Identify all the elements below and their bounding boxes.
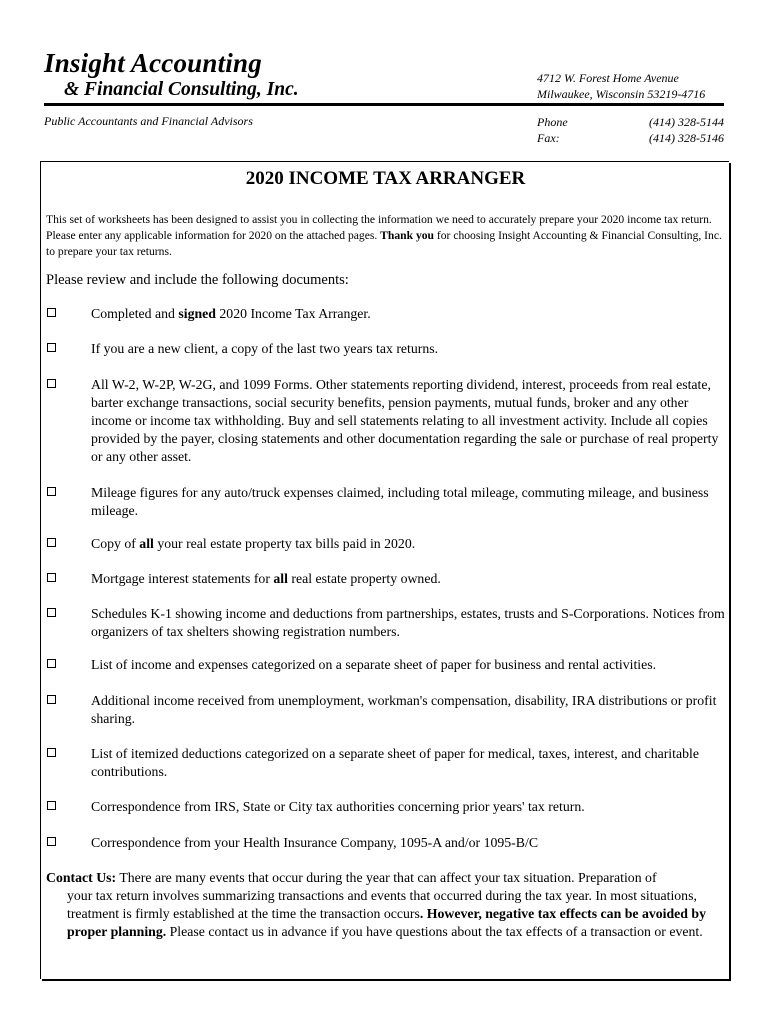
item-text: All W-2, W-2P, W-2G, and 1099 Forms. Other statements reporting dividend, interest, proceeds from real estate, barter exchange transactions, social security benefits, pension payments, mutual funds, broker and any other income or income tax withholding. Buy and sell statements relating to all investment activity. Include all copies provided by the payer, closing statements and other documentation regarding the sale or purchase of real property or any other asset. [91,377,719,464]
item-text-end: your real estate property tax bills paid in 2020. [153,536,416,551]
checklist-item-text [91,340,731,358]
item-emphasis: all [139,536,154,551]
item-text: Additional income received from unemployment, workman's compensation, disability, IRA distributions or profit sharing. [91,693,717,726]
item-text: List of income and expenses categorized on a separate sheet of paper for business and rental activities. [91,657,657,672]
contact-us-paragraph [46,869,726,941]
item-text-end: 2020 Income Tax Arranger. [215,306,371,321]
item-text: Mortgage interest statements for [91,571,274,586]
item-text: Mileage figures for any auto/truck expenses claimed, including total mileage, commuting mileage, and business mileage. [91,485,709,518]
checklist-item-text [91,376,731,466]
checkbox-icon[interactable] [47,573,56,582]
checkbox-icon[interactable] [47,695,56,704]
item-text: Copy of [91,536,140,551]
arranger-box [40,161,729,979]
intro-text: This set of worksheets has been designed to assist you in collecting the information we need to accurately prepare your 2020 income tax return. Please enter any applicable information for 2020 on the attached pages. [46,213,712,242]
checkbox-icon[interactable] [47,538,56,547]
item-text: Correspondence from your Health Insurance Company, 1095-A and/or 1095-B/C [91,835,539,850]
item-text: If you are a new client, a copy of the last two years tax returns. [91,341,439,356]
fax-number: (414) 328-5146 [649,131,724,145]
checkbox-icon[interactable] [47,308,56,317]
item-emphasis: signed [178,306,216,321]
checklist-item-text [91,656,731,674]
intro-paragraph [46,212,726,260]
checklist-item-text [91,570,731,588]
phone-label: Phone [537,115,568,129]
checkbox-icon[interactable] [47,801,56,810]
review-heading: Please review and include the following documents: [46,272,349,288]
letterhead [44,48,724,148]
checkbox-icon[interactable] [47,487,56,496]
contact-us-text-3: Please contact us in advance if you have questions about the tax effects of a transaction or event. [166,924,703,939]
intro-text-end: for choosing Insight Accounting & Financial Consulting, Inc. to prepare your tax returns. [46,229,722,258]
checkbox-icon[interactable] [47,837,56,846]
company-address [537,70,705,102]
company-name: Insight Accounting [44,48,262,78]
checklist-item-text [91,798,731,816]
contact-us-text: There are many events that occur during the year that can affect your tax situation. Preparation of [116,870,657,885]
item-emphasis: all [273,571,288,586]
checklist-item-text [91,305,731,323]
fax-label: Fax: [537,131,560,145]
contact-us-text-2: your tax return involves summarizing transactions and events that occurred during the tax year. In most situations, treatment is firmly established at the time the transaction occurs [67,888,697,921]
contact-us-bold: . However, negative tax effects can be avoided by proper planning. [67,906,706,939]
checklist-item-text [91,535,731,553]
contact-numbers [537,114,724,146]
company-tagline: Public Accountants and Financial Advisors [44,114,253,128]
phone-number: (414) 328-5144 [649,115,724,129]
item-text-end: real estate property owned. [287,571,441,586]
item-text: List of itemized deductions categorized on a separate sheet of paper for medical, taxes, interest, and charitable contributions. [91,746,699,779]
address-street: 4712 W. Forest Home Avenue [537,71,679,85]
checklist-item-text [91,605,731,641]
header-rule [44,103,724,106]
checkbox-icon[interactable] [47,659,56,668]
contact-us-label: Contact Us: [46,870,117,885]
item-text: Schedules K-1 showing income and deductions from partnerships, estates, trusts and S-Corporations. Notices from organizers of tax shelters showing registration numbers. [91,606,725,639]
intro-thank-you: Thank you [380,229,434,242]
checklist-item-text [91,484,731,520]
checklist-item-text [91,834,731,852]
checkbox-icon[interactable] [47,379,56,388]
address-city: Milwaukee, Wisconsin 53219-4716 [537,87,706,101]
item-text: Correspondence from IRS, State or City tax authorities concerning prior years' tax return. [91,799,585,814]
checkbox-icon[interactable] [47,343,56,352]
document-title: 2020 INCOME TAX ARRANGER [245,168,526,189]
company-name-line2: & Financial Consulting, Inc. [64,79,299,100]
item-text: Completed and [91,306,179,321]
checkbox-icon[interactable] [47,748,56,757]
checklist-item-text [91,745,731,781]
checklist-item-text [91,692,731,728]
checkbox-icon[interactable] [47,608,56,617]
